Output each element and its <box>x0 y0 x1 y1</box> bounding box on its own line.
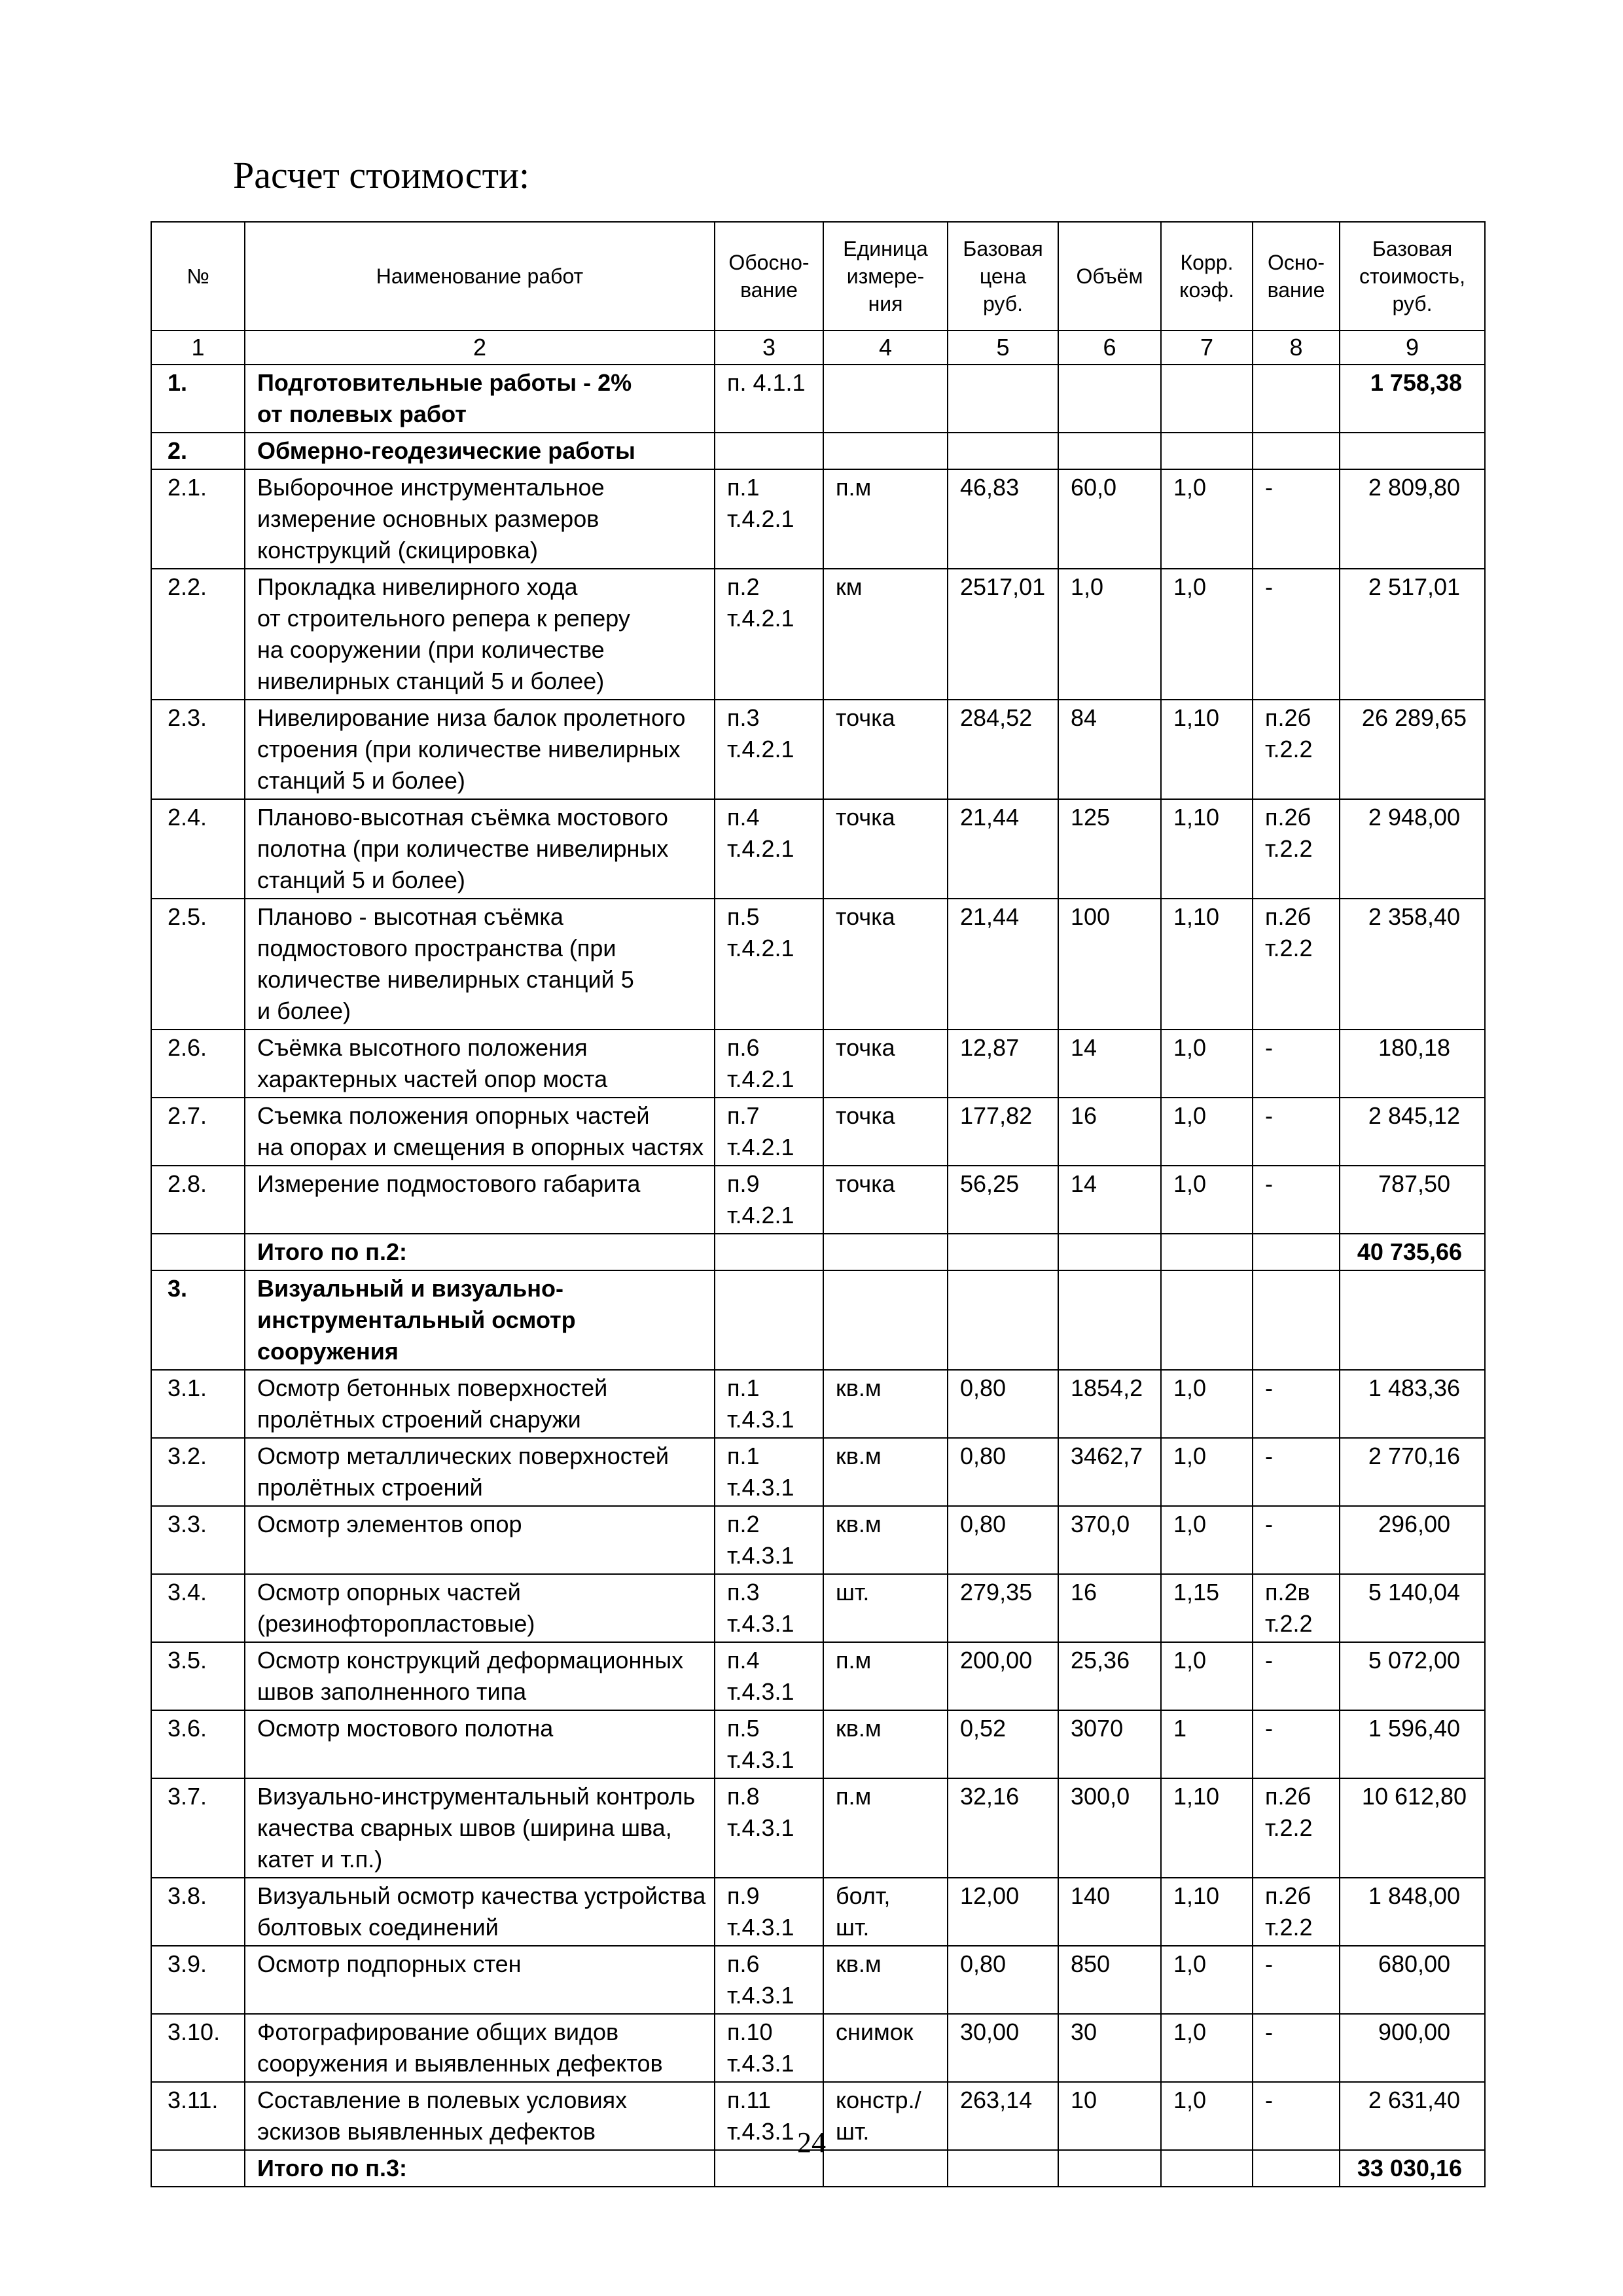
cell-volume: 84 <box>1058 700 1161 799</box>
cell-price: 30,00 <box>948 2014 1058 2082</box>
cell-price <box>948 365 1058 433</box>
cell-coef <box>1161 365 1253 433</box>
cell-basis: п.3 т.4.2.1 <box>715 700 823 799</box>
cell-name: Осмотр конструкций деформационных швов заполненного типа <box>245 1642 715 1710</box>
cell-basis2 <box>1253 1270 1340 1370</box>
cell-no: 1. <box>151 365 245 433</box>
cell-unit <box>823 1234 948 1270</box>
table-row <box>151 1438 1485 1506</box>
column-number: 7 <box>1161 331 1253 365</box>
cell-unit: п.м <box>823 469 948 569</box>
cell-basis: п.1 т.4.3.1 <box>715 1370 823 1438</box>
cell-total: 2 770,16 <box>1340 1438 1485 1506</box>
cell-price: 56,25 <box>948 1166 1058 1234</box>
cell-coef: 1,10 <box>1161 899 1253 1030</box>
header-basis: Обосно- вание <box>715 222 823 331</box>
cell-unit: точка <box>823 799 948 899</box>
cell-basis2 <box>1253 1234 1340 1270</box>
cell-coef: 1,0 <box>1161 1166 1253 1234</box>
cell-unit: кв.м <box>823 1438 948 1506</box>
cell-price: 177,82 <box>948 1098 1058 1166</box>
cell-name: Обмерно-геодезические работы <box>245 433 715 469</box>
cell-volume: 300,0 <box>1058 1778 1161 1878</box>
cell-total: 2 809,80 <box>1340 469 1485 569</box>
cell-coef: 1 <box>1161 1710 1253 1778</box>
cell-volume: 3462,7 <box>1058 1438 1161 1506</box>
cell-total: 10 612,80 <box>1340 1778 1485 1878</box>
header-base-price: Базовая цена руб. <box>948 222 1058 331</box>
cell-no: 3.6. <box>151 1710 245 1778</box>
cell-total: 5 072,00 <box>1340 1642 1485 1710</box>
cell-name: Осмотр элементов опор <box>245 1506 715 1574</box>
cell-price <box>948 1270 1058 1370</box>
cell-price: 46,83 <box>948 469 1058 569</box>
table-row <box>151 365 1485 433</box>
cell-basis: п.6 т.4.2.1 <box>715 1030 823 1098</box>
cell-no: 3.10. <box>151 2014 245 2082</box>
cell-basis2: - <box>1253 1642 1340 1710</box>
cell-no: 2.2. <box>151 569 245 700</box>
cell-no: 2.3. <box>151 700 245 799</box>
cell-basis: п.4 т.4.2.1 <box>715 799 823 899</box>
cell-basis2: - <box>1253 1710 1340 1778</box>
cell-total <box>1340 433 1485 469</box>
table-row <box>151 2014 1485 2082</box>
cell-name: Осмотр подпорных стен <box>245 1946 715 2014</box>
cell-volume: 3070 <box>1058 1710 1161 1778</box>
cell-price: 12,00 <box>948 1878 1058 1946</box>
cell-volume: 1854,2 <box>1058 1370 1161 1438</box>
header-row <box>151 222 1485 331</box>
cell-volume: 370,0 <box>1058 1506 1161 1574</box>
cell-no: 3. <box>151 1270 245 1370</box>
cell-total: 296,00 <box>1340 1506 1485 1574</box>
cell-volume: 850 <box>1058 1946 1161 2014</box>
cell-basis2: - <box>1253 569 1340 700</box>
cell-name: Подготовительные работы - 2% от полевых работ <box>245 365 715 433</box>
cell-price: 263,14 <box>948 2082 1058 2150</box>
table-row <box>151 469 1485 569</box>
cell-name: Прокладка нивелирного хода от строительного репера к реперу на сооружении (при количестве нивелирных станций 5 и более) <box>245 569 715 700</box>
cell-unit: п.м <box>823 1642 948 1710</box>
table-row <box>151 569 1485 700</box>
cell-price: 0,52 <box>948 1710 1058 1778</box>
cell-no: 2. <box>151 433 245 469</box>
cell-name: Планово - высотная съёмка подмостового пространства (при количестве нивелирных станций 5 и более) <box>245 899 715 1030</box>
cell-volume: 100 <box>1058 899 1161 1030</box>
cell-name: Измерение подмостового габарита <box>245 1166 715 1234</box>
cell-price <box>948 433 1058 469</box>
cell-price: 21,44 <box>948 799 1058 899</box>
table-row <box>151 1878 1485 1946</box>
cell-basis: п.9 т.4.3.1 <box>715 1878 823 1946</box>
table-row <box>151 1166 1485 1234</box>
cell-unit: кв.м <box>823 1506 948 1574</box>
cell-total: 1 596,40 <box>1340 1710 1485 1778</box>
cell-coef <box>1161 433 1253 469</box>
cell-name: Осмотр бетонных поверхностей пролётных строений снаружи <box>245 1370 715 1438</box>
table-row <box>151 899 1485 1030</box>
page-number: 24 <box>797 2126 826 2159</box>
cell-no: 2.1. <box>151 469 245 569</box>
cell-no: 3.4. <box>151 1574 245 1642</box>
cell-no: 3.11. <box>151 2082 245 2150</box>
cell-basis2: - <box>1253 1166 1340 1234</box>
cell-name: Съёмка высотного положения характерных частей опор моста <box>245 1030 715 1098</box>
cell-basis: п.5 т.4.3.1 <box>715 1710 823 1778</box>
cell-name: Осмотр мостового полотна <box>245 1710 715 1778</box>
cell-coef: 1,0 <box>1161 1506 1253 1574</box>
table-body <box>151 331 1485 2187</box>
cell-volume: 16 <box>1058 1574 1161 1642</box>
cell-total: 900,00 <box>1340 2014 1485 2082</box>
column-number: 5 <box>948 331 1058 365</box>
header-basis2: Осно- вание <box>1253 222 1340 331</box>
cell-name: Осмотр металлических поверхностей пролётных строений <box>245 1438 715 1506</box>
cell-unit: точка <box>823 700 948 799</box>
cell-name: Съемка положения опорных частей на опорах и смещения в опорных частях <box>245 1098 715 1166</box>
cell-volume <box>1058 433 1161 469</box>
cell-coef: 1,0 <box>1161 469 1253 569</box>
cell-total: 2 948,00 <box>1340 799 1485 899</box>
cell-basis: п.5 т.4.2.1 <box>715 899 823 1030</box>
cell-price: 32,16 <box>948 1778 1058 1878</box>
cell-volume: 10 <box>1058 2082 1161 2150</box>
cell-name: Планово-высотная съёмка мостового полотна (при количестве нивелирных станций 5 и более) <box>245 799 715 899</box>
cell-total: 40 735,66 <box>1340 1234 1485 1270</box>
cell-unit: шт. <box>823 1574 948 1642</box>
cell-volume: 14 <box>1058 1030 1161 1098</box>
cell-total: 33 030,16 <box>1340 2150 1485 2187</box>
table-row <box>151 1234 1485 1270</box>
cell-no: 2.7. <box>151 1098 245 1166</box>
cell-no: 2.8. <box>151 1166 245 1234</box>
cell-basis: п.1 т.4.3.1 <box>715 1438 823 1506</box>
cell-basis2: - <box>1253 1946 1340 2014</box>
table-row <box>151 1642 1485 1710</box>
cell-no: 3.5. <box>151 1642 245 1710</box>
cell-unit: точка <box>823 1166 948 1234</box>
cell-basis2: - <box>1253 1030 1340 1098</box>
cell-total: 26 289,65 <box>1340 700 1485 799</box>
cell-volume: 125 <box>1058 799 1161 899</box>
cell-total: 2 517,01 <box>1340 569 1485 700</box>
cell-coef: 1,0 <box>1161 569 1253 700</box>
cell-no: 2.5. <box>151 899 245 1030</box>
cell-basis2: п.2в т.2.2 <box>1253 1574 1340 1642</box>
cell-unit: кв.м <box>823 1946 948 2014</box>
cell-basis2: - <box>1253 1506 1340 1574</box>
cell-total: 5 140,04 <box>1340 1574 1485 1642</box>
cell-coef: 1,0 <box>1161 1642 1253 1710</box>
cell-coef: 1,10 <box>1161 700 1253 799</box>
cell-no: 3.7. <box>151 1778 245 1878</box>
cell-coef: 1,0 <box>1161 1438 1253 1506</box>
cell-basis2: - <box>1253 1098 1340 1166</box>
cell-total: 1 758,38 <box>1340 365 1485 433</box>
cell-price: 200,00 <box>948 1642 1058 1710</box>
cell-name: Осмотр опорных частей (резинофторопластовые) <box>245 1574 715 1642</box>
cell-name: Визуальный осмотр качества устройства болтовых соединений <box>245 1878 715 1946</box>
cell-unit: кв.м <box>823 1710 948 1778</box>
cell-price: 2517,01 <box>948 569 1058 700</box>
page-title: Расчет стоимости: <box>233 154 530 196</box>
table-row <box>151 1574 1485 1642</box>
cell-coef: 1,0 <box>1161 1030 1253 1098</box>
table-row <box>151 1778 1485 1878</box>
cell-basis2 <box>1253 433 1340 469</box>
cell-unit <box>823 1270 948 1370</box>
cell-basis2: п.2б т.2.2 <box>1253 1878 1340 1946</box>
cell-no <box>151 1234 245 1270</box>
cell-basis: п. 4.1.1 <box>715 365 823 433</box>
header-base-cost: Базовая стоимость, руб. <box>1340 222 1485 331</box>
cell-basis: п.7 т.4.2.1 <box>715 1098 823 1166</box>
cell-unit: снимок <box>823 2014 948 2082</box>
cell-name: Нивелирование низа балок пролетного строения (при количестве нивелирных станций 5 и более) <box>245 700 715 799</box>
cell-coef: 1,0 <box>1161 2014 1253 2082</box>
cell-coef: 1,15 <box>1161 1574 1253 1642</box>
table-row <box>151 1270 1485 1370</box>
cell-price <box>948 1234 1058 1270</box>
cell-basis2: - <box>1253 1370 1340 1438</box>
cell-name: Итого по п.2: <box>245 1234 715 1270</box>
cell-unit: точка <box>823 1030 948 1098</box>
cell-unit: болт, шт. <box>823 1878 948 1946</box>
cell-basis2: п.2б т.2.2 <box>1253 1778 1340 1878</box>
column-number-row <box>151 331 1485 365</box>
cell-price: 0,80 <box>948 1438 1058 1506</box>
table-row <box>151 1710 1485 1778</box>
cell-price: 12,87 <box>948 1030 1058 1098</box>
table-row <box>151 799 1485 899</box>
cell-coef: 1,10 <box>1161 799 1253 899</box>
cell-no: 3.3. <box>151 1506 245 1574</box>
cell-name: Итого по п.3: <box>245 2150 715 2187</box>
cell-total: 2 845,12 <box>1340 1098 1485 1166</box>
table-row <box>151 1506 1485 1574</box>
cell-unit: точка <box>823 899 948 1030</box>
cell-unit <box>823 433 948 469</box>
table-row <box>151 1370 1485 1438</box>
cell-no: 3.2. <box>151 1438 245 1506</box>
cell-basis <box>715 1234 823 1270</box>
cell-basis: п.2 т.4.3.1 <box>715 1506 823 1574</box>
cell-coef: 1,0 <box>1161 1098 1253 1166</box>
cell-coef: 1,0 <box>1161 1370 1253 1438</box>
cell-volume: 140 <box>1058 1878 1161 1946</box>
header-no: № <box>151 222 245 331</box>
cell-coef: 1,0 <box>1161 1946 1253 2014</box>
header-coef: Корр. коэф. <box>1161 222 1253 331</box>
cell-coef: 1,10 <box>1161 1878 1253 1946</box>
cell-basis: п.2 т.4.2.1 <box>715 569 823 700</box>
cell-coef <box>1161 1270 1253 1370</box>
table-row <box>151 1030 1485 1098</box>
cell-total: 1 848,00 <box>1340 1878 1485 1946</box>
cell-name: Фотографирование общих видов сооружения и выявленных дефектов <box>245 2014 715 2082</box>
cell-basis: п.1 т.4.2.1 <box>715 469 823 569</box>
cell-basis: п.3 т.4.3.1 <box>715 1574 823 1642</box>
header-unit: Единица измере- ния <box>823 222 948 331</box>
cost-table <box>151 221 1486 2187</box>
table-row <box>151 1098 1485 1166</box>
cell-basis2: - <box>1253 469 1340 569</box>
cell-basis: п.10 т.4.3.1 <box>715 2014 823 2082</box>
cell-price: 284,52 <box>948 700 1058 799</box>
cell-basis <box>715 1270 823 1370</box>
cell-price: 0,80 <box>948 1506 1058 1574</box>
cell-unit: км <box>823 569 948 700</box>
cell-basis: п.6 т.4.3.1 <box>715 1946 823 2014</box>
cell-no: 3.1. <box>151 1370 245 1438</box>
header-name: Наименование работ <box>245 222 715 331</box>
cell-volume: 25,36 <box>1058 1642 1161 1710</box>
column-number: 8 <box>1253 331 1340 365</box>
cell-volume: 60,0 <box>1058 469 1161 569</box>
cell-basis2: - <box>1253 2082 1340 2150</box>
cell-volume <box>1058 365 1161 433</box>
cell-basis: п.9 т.4.2.1 <box>715 1166 823 1234</box>
cell-no: 3.8. <box>151 1878 245 1946</box>
cell-unit: констр./ шт. <box>823 2082 948 2150</box>
table-row <box>151 1946 1485 2014</box>
cell-price: 21,44 <box>948 899 1058 1030</box>
cell-coef: 1,0 <box>1161 2082 1253 2150</box>
cell-name: Визуально-инструментальный контроль качества сварных швов (ширина шва, катет и т.п.) <box>245 1778 715 1878</box>
cell-total: 180,18 <box>1340 1030 1485 1098</box>
column-number: 9 <box>1340 331 1485 365</box>
cell-total <box>1340 1270 1485 1370</box>
cell-total: 787,50 <box>1340 1166 1485 1234</box>
cell-name: Составление в полевых условиях эскизов выявленных дефектов <box>245 2082 715 2150</box>
cell-total: 2 358,40 <box>1340 899 1485 1030</box>
cell-total: 2 631,40 <box>1340 2082 1485 2150</box>
cell-basis2: п.2б т.2.2 <box>1253 700 1340 799</box>
table-row <box>151 700 1485 799</box>
cell-unit <box>823 365 948 433</box>
cell-total: 1 483,36 <box>1340 1370 1485 1438</box>
column-number: 6 <box>1058 331 1161 365</box>
cell-basis: п.8 т.4.3.1 <box>715 1778 823 1878</box>
cell-volume: 30 <box>1058 2014 1161 2082</box>
cell-volume <box>1058 1270 1161 1370</box>
cell-volume <box>1058 1234 1161 1270</box>
cell-basis2: п.2б т.2.2 <box>1253 899 1340 1030</box>
cell-name: Визуальный и визуально- инструментальный осмотр сооружения <box>245 1270 715 1370</box>
column-number: 4 <box>823 331 948 365</box>
cell-basis: п.11 т.4.3.1 <box>715 2082 823 2150</box>
cell-unit: точка <box>823 1098 948 1166</box>
cell-volume: 16 <box>1058 1098 1161 1166</box>
table-row <box>151 433 1485 469</box>
cell-volume: 14 <box>1058 1166 1161 1234</box>
cell-total: 680,00 <box>1340 1946 1485 2014</box>
cell-coef: 1,10 <box>1161 1778 1253 1878</box>
cell-basis2: - <box>1253 1438 1340 1506</box>
cell-no: 3.9. <box>151 1946 245 2014</box>
cell-unit: кв.м <box>823 1370 948 1438</box>
cell-price: 0,80 <box>948 1370 1058 1438</box>
cell-volume: 1,0 <box>1058 569 1161 700</box>
cell-coef <box>1161 1234 1253 1270</box>
cell-basis2: - <box>1253 2014 1340 2082</box>
cell-no: 2.4. <box>151 799 245 899</box>
cell-basis <box>715 433 823 469</box>
cell-name: Выборочное инструментальное измерение основных размеров конструкций (скицировка) <box>245 469 715 569</box>
cell-basis2 <box>1253 365 1340 433</box>
column-number: 1 <box>151 331 245 365</box>
column-number: 3 <box>715 331 823 365</box>
cell-unit: п.м <box>823 1778 948 1878</box>
cell-price: 279,35 <box>948 1574 1058 1642</box>
column-number: 2 <box>245 331 715 365</box>
cell-price: 0,80 <box>948 1946 1058 2014</box>
cell-basis: п.4 т.4.3.1 <box>715 1642 823 1710</box>
cell-basis2: п.2б т.2.2 <box>1253 799 1340 899</box>
header-volume: Объём <box>1058 222 1161 331</box>
cell-no: 2.6. <box>151 1030 245 1098</box>
